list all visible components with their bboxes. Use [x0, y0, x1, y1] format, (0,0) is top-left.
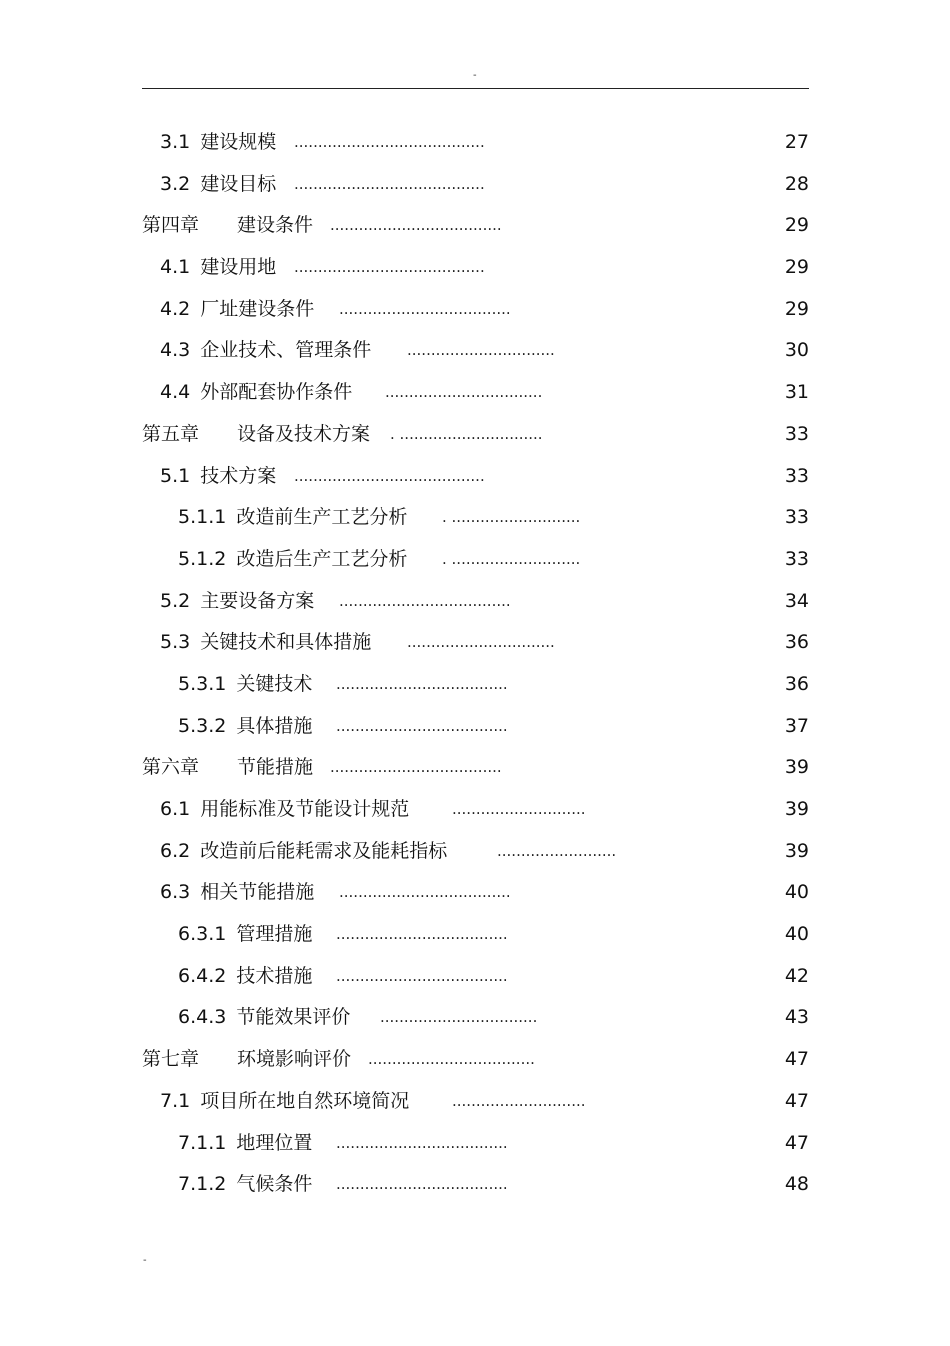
- toc-entry[interactable]: [142, 664, 809, 706]
- toc-entry[interactable]: [142, 914, 809, 956]
- toc-entry-page-number: 39: [784, 756, 809, 779]
- toc-entry-number: 6.1: [160, 798, 191, 820]
- toc-entry-label: [178, 497, 407, 539]
- toc-entry-label: [160, 622, 371, 664]
- toc-entry-page-number: 48: [784, 1173, 809, 1196]
- toc-entry-label: [178, 914, 312, 956]
- toc-entry[interactable]: [142, 1081, 809, 1123]
- toc-entry-leader-dots: ....................................: [330, 216, 502, 235]
- toc-entry-page-number: 40: [784, 923, 809, 946]
- toc-entry[interactable]: [142, 164, 809, 206]
- toc-entry-label: [178, 664, 312, 706]
- toc-entry-number: 5.1.2: [178, 547, 227, 570]
- toc-entry-page-number: 33: [784, 464, 809, 487]
- toc-entry[interactable]: [142, 497, 809, 539]
- toc-entry-number: 7.1: [160, 1089, 191, 1112]
- toc-entry-title: 外部配套协作条件: [200, 381, 353, 404]
- toc-entry-page-number: 28: [784, 172, 809, 195]
- toc-entry-page-number: 33: [784, 547, 809, 570]
- toc-entry-page-number: 39: [784, 839, 809, 862]
- toc-entry-number: 6.2: [160, 839, 191, 862]
- toc-entry[interactable]: [142, 622, 809, 664]
- toc-entry-leader-dots: ...............................: [407, 341, 555, 360]
- toc-entry-label: [178, 1164, 312, 1206]
- toc-entry[interactable]: [142, 372, 809, 414]
- toc-entry-number: 4.3: [160, 339, 191, 362]
- toc-entry-title: 关键技术和具体措施: [200, 631, 372, 654]
- toc-entry-leader-dots: ........................................: [294, 466, 485, 485]
- toc-entry[interactable]: [142, 1123, 809, 1165]
- toc-entry-title: 具体措施: [236, 714, 313, 737]
- toc-entry-leader-dots: ....................................: [336, 925, 508, 944]
- toc-entry-title: 地理位置: [236, 1131, 313, 1154]
- toc-entry-label: [160, 372, 352, 414]
- toc-entry-leader-dots: ...................................: [368, 1050, 535, 1069]
- toc-entry-label: [160, 247, 276, 289]
- toc-entry[interactable]: [142, 539, 809, 581]
- toc-entry-label: [178, 706, 312, 748]
- toc-entry-page-number: 34: [784, 589, 809, 612]
- toc-entry-number: 6.3.1: [178, 923, 227, 946]
- toc-entry-leader-dots: ....................................: [330, 758, 502, 777]
- toc-entry-label: [160, 872, 314, 914]
- toc-entry-label: [160, 1081, 409, 1123]
- toc-entry-leader-dots: ...............................: [407, 633, 555, 652]
- toc-entry-page-number: 36: [784, 631, 809, 654]
- toc-entry-number: 5.2: [160, 589, 191, 612]
- toc-entry-label: [142, 747, 313, 789]
- toc-entry-number: 5.3.1: [178, 672, 227, 695]
- toc-entry[interactable]: [142, 581, 809, 623]
- toc-entry-number: 3.2: [160, 172, 191, 195]
- toc-entry-title: 改造前生产工艺分析: [236, 506, 408, 529]
- toc-entry-label: [160, 330, 371, 372]
- toc-entry-label: [160, 289, 314, 331]
- toc-entry[interactable]: [142, 205, 809, 247]
- toc-entry-leader-dots: . ..............................: [390, 424, 543, 443]
- toc-entry-title: 节能效果评价: [236, 1006, 351, 1029]
- toc-entry-title: 改造后生产工艺分析: [236, 547, 408, 570]
- toc-entry-number: 4.1: [160, 256, 191, 279]
- toc-entry-page-number: 40: [784, 881, 809, 904]
- toc-entry-page-number: 29: [784, 214, 809, 237]
- toc-entry[interactable]: [142, 997, 809, 1039]
- toc-entry-number: 5.3.2: [178, 714, 227, 737]
- toc-entry[interactable]: [142, 706, 809, 748]
- toc-entry-leader-dots: .................................: [385, 383, 543, 402]
- toc-entry-page-number: 47: [784, 1048, 809, 1071]
- toc-entry[interactable]: [142, 456, 809, 498]
- toc-entry-page-number: 30: [784, 339, 809, 362]
- toc-entry-page-number: 37: [784, 714, 809, 737]
- header-rule: [142, 88, 809, 89]
- toc-entry[interactable]: [142, 247, 809, 289]
- toc-entry-number: 6.4.2: [178, 964, 227, 987]
- toc-entry-leader-dots: ........................................: [294, 133, 485, 151]
- toc-entry-page-number: 39: [784, 798, 809, 820]
- toc-entry-leader-dots: . ...........................: [442, 549, 581, 568]
- toc-entry-number: 7.1.2: [178, 1173, 227, 1196]
- toc-entry-page-number: 31: [784, 381, 809, 404]
- toc-entry-leader-dots: ........................................: [294, 258, 485, 277]
- toc-entry-leader-dots: ............................: [452, 800, 586, 818]
- toc-entry-page-number: 33: [784, 506, 809, 529]
- toc-entry-number: 4.2: [160, 297, 191, 320]
- toc-entry-number: 6.3: [160, 881, 191, 904]
- toc-entry[interactable]: [142, 1164, 809, 1206]
- toc-entry-number: 4.4: [160, 381, 191, 404]
- toc-entry-leader-dots: ....................................: [339, 883, 511, 902]
- toc-entry-leader-dots: ....................................: [336, 1133, 508, 1152]
- toc-entry-label: [178, 997, 350, 1039]
- toc-entry[interactable]: [142, 122, 809, 164]
- toc-entry-leader-dots: ....................................: [336, 716, 508, 735]
- toc-entry-leader-dots: ....................................: [339, 591, 511, 610]
- toc-entry-page-number: 29: [784, 297, 809, 320]
- toc-entry-title: 建设规模: [200, 131, 277, 153]
- toc-entry-title: 相关节能措施: [200, 881, 315, 904]
- toc-entry-title: 项目所在地自然环境简况: [200, 1089, 410, 1112]
- toc-entry-title: 建设目标: [200, 172, 277, 195]
- toc-entry-title: 技术方案: [200, 464, 277, 487]
- toc-entry-title: 改造前后能耗需求及能耗指标: [200, 839, 448, 862]
- toc-entry-title: 关键技术: [236, 672, 313, 695]
- toc-entry-leader-dots: ........................................: [294, 174, 485, 193]
- toc-entry-page-number: 42: [784, 964, 809, 987]
- toc-entry-label: [142, 1039, 351, 1081]
- toc-entry-title: 气候条件: [236, 1173, 313, 1196]
- toc-entry-title: 环境影响评价: [237, 1048, 352, 1071]
- toc-entry-number: 5.1: [160, 464, 191, 487]
- toc-entry-title: 建设用地: [200, 256, 277, 279]
- toc-entry[interactable]: [142, 747, 809, 789]
- toc-entry-label: [160, 581, 314, 623]
- toc-entry-label: [160, 789, 409, 831]
- toc-entry-number: 第四章: [142, 214, 200, 237]
- toc-entry-title: 主要设备方案: [200, 589, 315, 612]
- table-of-contents: [142, 122, 809, 1206]
- toc-entry-leader-dots: ....................................: [336, 674, 508, 693]
- toc-entry-page-number: 47: [784, 1131, 809, 1154]
- toc-entry-page-number: 36: [784, 672, 809, 695]
- toc-entry-label: [160, 831, 447, 873]
- toc-entry-label: [178, 956, 312, 998]
- toc-entry-leader-dots: ....................................: [336, 1175, 508, 1194]
- toc-entry-number: 7.1.1: [178, 1131, 227, 1154]
- toc-entry-title: 技术措施: [236, 964, 313, 987]
- toc-entry-title: 管理措施: [236, 923, 313, 946]
- toc-entry-title: 企业技术、管理条件: [200, 339, 372, 362]
- toc-entry[interactable]: [142, 831, 809, 873]
- toc-entry-title: 设备及技术方案: [237, 422, 371, 445]
- toc-entry-label: [178, 1123, 312, 1165]
- toc-entry[interactable]: [142, 872, 809, 914]
- header-mark: -: [473, 70, 477, 81]
- toc-entry-page-number: 29: [784, 256, 809, 279]
- toc-entry-leader-dots: . ...........................: [442, 508, 581, 527]
- toc-entry[interactable]: [142, 414, 809, 456]
- toc-entry-leader-dots: ............................: [452, 1091, 586, 1110]
- toc-entry-label: [160, 456, 276, 498]
- footer-mark: -: [143, 1255, 147, 1266]
- toc-entry-page-number: 47: [784, 1089, 809, 1112]
- toc-entry-number: 5.3: [160, 631, 191, 654]
- toc-entry-leader-dots: ....................................: [336, 966, 508, 985]
- toc-entry-leader-dots: .................................: [380, 1008, 538, 1027]
- toc-entry[interactable]: [142, 789, 809, 831]
- toc-entry-label: [160, 122, 276, 164]
- toc-entry-number: 5.1.1: [178, 506, 227, 529]
- toc-entry-number: 第五章: [142, 422, 200, 445]
- toc-entry-number: 第六章: [142, 756, 200, 779]
- toc-entry-title: 节能措施: [237, 756, 314, 779]
- toc-entry[interactable]: [142, 1039, 809, 1081]
- toc-entry-title: 建设条件: [237, 214, 314, 237]
- toc-entry-leader-dots: ....................................: [339, 299, 511, 318]
- toc-entry[interactable]: [142, 289, 809, 331]
- toc-entry-number: 3.1: [160, 131, 191, 153]
- toc-entry-leader-dots: .........................: [497, 841, 617, 860]
- toc-entry-number: 6.4.3: [178, 1006, 227, 1029]
- toc-entry-number: 第七章: [142, 1048, 200, 1071]
- toc-entry-label: [178, 539, 407, 581]
- toc-entry-title: 用能标准及节能设计规范: [200, 798, 410, 820]
- toc-entry-page-number: 33: [784, 422, 809, 445]
- toc-entry[interactable]: [142, 956, 809, 998]
- toc-entry-label: [142, 414, 370, 456]
- toc-entry-page-number: 43: [784, 1006, 809, 1029]
- toc-entry[interactable]: [142, 330, 809, 372]
- toc-entry-title: 厂址建设条件: [200, 297, 315, 320]
- toc-entry-label: [142, 205, 313, 247]
- toc-entry-label: [160, 164, 276, 206]
- toc-entry-page-number: 27: [784, 131, 809, 153]
